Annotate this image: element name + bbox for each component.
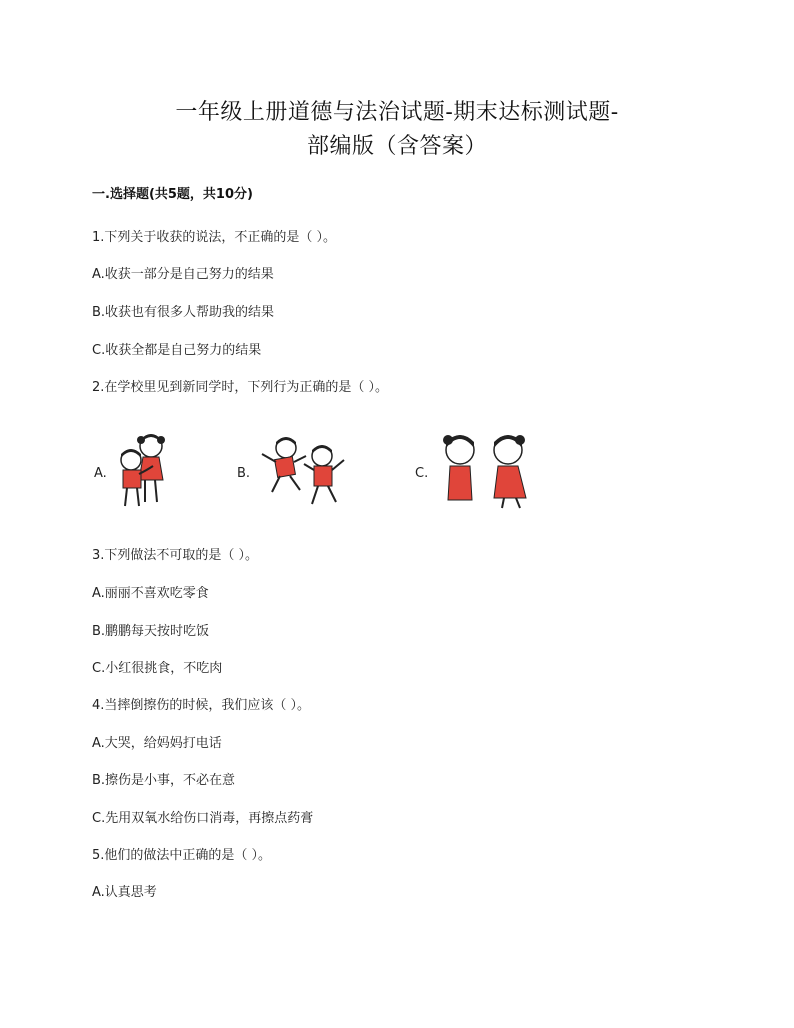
question-5-option-a: A.认真思考 xyxy=(92,885,157,900)
question-5-stem: 5.他们的做法中正确的是（ ）。 xyxy=(92,848,272,863)
page-title-line2: 部编版（含答案） xyxy=(306,134,487,159)
question-3-option-a: A.丽丽不喜欢吃零食 xyxy=(92,586,209,601)
children-ignoring-illustration xyxy=(438,430,532,510)
question-2-picture-options xyxy=(0,430,794,520)
picture-option-b-label: B. xyxy=(237,466,251,481)
children-fighting-illustration xyxy=(258,430,350,508)
section-heading: 一.选择题(共5题，共10分) xyxy=(92,187,253,202)
picture-option-a-label: A. xyxy=(94,466,107,481)
question-1-stem: 1.下列关于收获的说法，不正确的是（ ）。 xyxy=(92,230,337,245)
question-4-option-a: A.大哭，给妈妈打电话 xyxy=(92,736,222,751)
question-3-option-b: B.鹏鹏每天按时吃饭 xyxy=(92,624,210,639)
question-4-stem: 4.当摔倒擦伤的时候，我们应该（ ）。 xyxy=(92,698,311,713)
question-3-option-c: C.小红很挑食，不吃肉 xyxy=(92,661,223,676)
picture-option-c-label: C. xyxy=(415,466,429,481)
question-2-stem: 2.在学校里见到新同学时，下列行为正确的是（ ）。 xyxy=(92,380,389,395)
question-1-option-b: B.收获也有很多人帮助我的结果 xyxy=(92,305,275,320)
question-4-option-c: C.先用双氧水给伤口消毒，再擦点药膏 xyxy=(92,811,314,826)
children-hugging-illustration xyxy=(113,430,175,510)
page-title-line1: 一年级上册道德与法治试题-期末达标测试题- xyxy=(175,100,619,125)
question-3-stem: 3.下列做法不可取的是（ ）。 xyxy=(92,548,259,563)
question-1-option-a: A.收获一部分是自己努力的结果 xyxy=(92,267,274,282)
question-4-option-b: B.擦伤是小事，不必在意 xyxy=(92,773,236,788)
question-1-option-c: C.收获全都是自己努力的结果 xyxy=(92,343,262,358)
